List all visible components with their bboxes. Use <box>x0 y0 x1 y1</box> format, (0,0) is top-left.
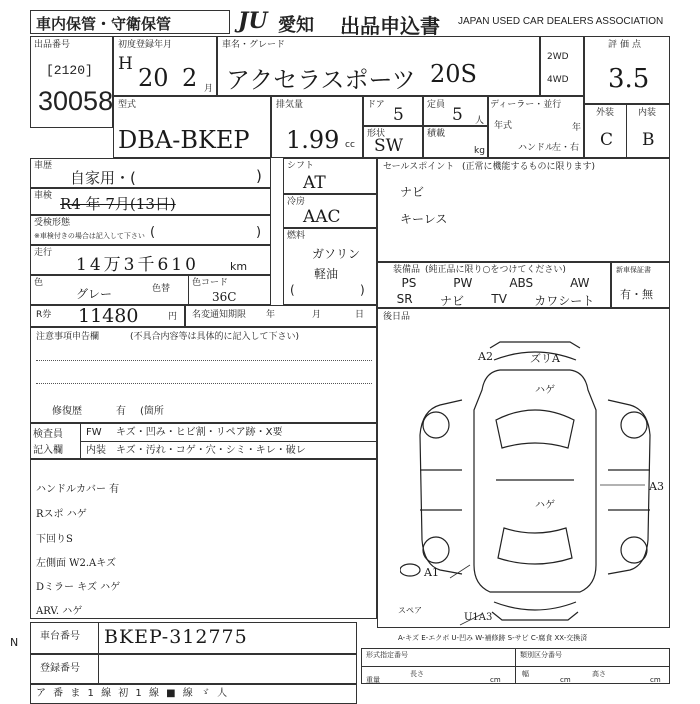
receipt-paren-close: ) <box>256 225 262 240</box>
inspector-fw: FW <box>86 427 102 438</box>
load-unit: kg <box>474 146 485 156</box>
diag-mark-a2: A2 <box>478 350 493 363</box>
rating-score: 3.5 <box>608 64 650 94</box>
tax-value: 11480 <box>78 305 139 327</box>
equipment-tv: TV <box>491 292 507 306</box>
handle-options: 左・右 <box>552 143 580 153</box>
dims-weight-label: 重量 <box>366 676 380 684</box>
interior-value: B <box>642 130 655 150</box>
dims-type-label: 形式指定番号 <box>366 651 408 659</box>
fuel-paren-close: ) <box>360 283 365 297</box>
notes-note: (不具合内容等は具体的に記入して下さい) <box>130 332 300 342</box>
mileage-unit: km <box>230 260 248 273</box>
spare-label: スペア <box>398 606 422 615</box>
inspector-note-1: ハンドルカバー 有 <box>36 484 120 495</box>
recycle-label: 新車保証書 <box>616 266 651 274</box>
fuel-label: 燃料 <box>287 231 306 241</box>
interior-label: 内装 <box>638 108 657 118</box>
selling-points-label: セールスポイント <box>383 162 455 172</box>
deadline-label: 名変通知期限 <box>192 310 247 320</box>
shift-label: シフト <box>287 161 315 171</box>
dims-height-label: 高さ <box>592 670 606 678</box>
equipment-pw: PW <box>453 276 473 290</box>
capacity-value: 5 <box>452 105 463 125</box>
equipment-aw: AW <box>570 276 590 290</box>
notes-line-2 <box>36 383 372 384</box>
recycle-options: 有・無 <box>620 288 653 301</box>
doors-label: ドア <box>367 100 385 110</box>
diag-mark-a1: A1 <box>424 566 439 579</box>
fuel-gasoline: ガソリン <box>312 247 361 261</box>
car-name-value: アクセラスポーツ <box>226 66 416 94</box>
drive-4wd: 4WD <box>547 75 569 85</box>
n-mark: N <box>10 636 19 649</box>
color-code-value: 36C <box>212 290 237 304</box>
equipment-row2 <box>383 292 608 309</box>
receipt-paren-open: ( <box>150 225 156 240</box>
ext-int-divider <box>626 104 627 158</box>
diag-mark-hage-2: ハゲ <box>535 500 555 511</box>
notes-label: 注意事項申告欄 <box>36 332 100 342</box>
dims-width-unit: cm <box>560 676 571 684</box>
load-label: 積載 <box>427 129 446 139</box>
equipment-ps: PS <box>401 276 417 290</box>
history-box <box>30 158 271 188</box>
aircon-label: 冷房 <box>287 197 306 207</box>
history-close-paren: ) <box>256 167 262 185</box>
dealer-label: ディーラー・並行 <box>490 100 562 110</box>
selling-point-1: ナビ <box>400 185 425 199</box>
chassis-label: 車台番号 <box>40 631 80 642</box>
mileage-value: 14万3千610 <box>76 255 199 275</box>
capacity-label: 定員 <box>427 100 446 110</box>
receipt-label: 受検形態 <box>34 218 71 228</box>
history-value: 自家用・( <box>70 169 136 187</box>
car-damage-diagram <box>400 330 670 630</box>
equipment-seat: カワシート <box>534 294 595 308</box>
color-change-label: 色替 <box>152 284 171 294</box>
handle-label: ハンドル <box>518 143 555 153</box>
equipment-label: 装備品 <box>393 265 421 275</box>
aircon-value: AAC <box>303 207 341 227</box>
inspector-ext-row: キズ・凹み・ヒビ割・リペア跡・X要 <box>116 427 283 438</box>
inspector-note-3: 下回りS <box>36 534 73 545</box>
exterior-value: C <box>600 130 614 150</box>
drive-box <box>540 36 584 96</box>
deadline-year-unit: 年 <box>266 310 276 320</box>
color-label: 色 <box>34 278 44 288</box>
selling-points-note: (正常に機能するものに限ります) <box>462 162 596 172</box>
car-grade-value: 20S <box>430 60 477 88</box>
first-reg-month: 2 <box>182 64 198 92</box>
deadline-month-unit: 月 <box>312 310 322 320</box>
fuel-paren-open: ( <box>290 283 295 297</box>
drive-2wd: 2WD <box>547 52 569 62</box>
displacement-label: 排気量 <box>276 100 304 110</box>
mileage-label: 走行 <box>34 248 53 258</box>
dims-length-unit: cm <box>490 676 501 684</box>
equipment-navi: ナビ <box>440 294 465 308</box>
inspector-label-1: 検査員 <box>33 429 63 440</box>
dims-width-label: 幅 <box>522 670 529 678</box>
doors-value: 5 <box>393 105 404 125</box>
equipment-abs: ABS <box>509 276 534 290</box>
chassis-divider <box>98 622 99 654</box>
inspector-note-2: Rスポ ハゲ <box>36 509 87 520</box>
diag-mark-a3: A3 <box>649 480 664 493</box>
repair-location: (箇所 <box>140 406 164 417</box>
diag-mark-zuri: ズリA <box>530 352 560 365</box>
inspector-label-2: 記入欄 <box>33 445 63 456</box>
deadline-day-unit: 日 <box>355 310 365 320</box>
damage-legend: A-キズ E-エクボ U-凹み W-補修跡 S-サビ C-腐食 XX-交換済 <box>398 634 588 642</box>
ju-logo: JU <box>238 8 268 34</box>
chassis-value: BKEP-312775 <box>104 626 248 648</box>
inspector-int-row: キズ・汚れ・コゲ・穴・シミ・キレ・破レ <box>116 445 306 456</box>
fuel-diesel: 軽油 <box>314 267 339 281</box>
dims-height-unit: cm <box>650 676 661 684</box>
history-label: 車歴 <box>34 161 53 171</box>
diag-mark-u1a3: U1A3 <box>464 612 493 623</box>
equipment-sr: SR <box>396 292 413 306</box>
color-code-label: 色コード <box>192 278 229 288</box>
model-value: DBA-BKEP <box>118 126 250 154</box>
inspection-value: R4 年 7月(13日) <box>60 195 176 213</box>
rating-label: 評価点 <box>608 40 645 50</box>
form-title: 出品申込書 <box>340 14 440 38</box>
displacement-unit: cc <box>345 140 355 150</box>
first-reg-label: 初度登録年月 <box>118 40 173 50</box>
displacement-value: 1.99 <box>286 126 340 154</box>
first-reg-year: 20 <box>138 64 169 92</box>
dealer-year-unit: 年 <box>572 123 582 133</box>
bottom-row-text: ア 番 ま 1 線 初 1 線 ■ 線 ゞ 人 <box>36 688 230 699</box>
shift-value: AT <box>303 173 326 193</box>
storage-type-title: 車内保管・守衛保管 <box>36 15 172 33</box>
notes-line-1 <box>36 360 372 361</box>
tax-label: R券 <box>36 310 52 320</box>
first-reg-era: H <box>118 54 133 74</box>
model-label: 型式 <box>118 100 137 110</box>
tax-unit: 円 <box>168 312 178 322</box>
diag-mark-hage-1: ハゲ <box>535 385 555 396</box>
receipt-note: ※車検付きの場合は記入して下さい <box>34 232 145 240</box>
inspector-note-4: 左側面 W2.Aキズ <box>36 558 117 569</box>
equipment-note: (純正品に限り○をつけてください) <box>425 265 566 275</box>
repair-value: 有 <box>116 406 126 417</box>
exterior-label: 外装 <box>596 108 615 118</box>
shape-value: SW <box>374 136 404 156</box>
equipment-row1 <box>383 276 608 290</box>
shape-label: 形状 <box>367 129 386 139</box>
first-reg-month-unit: 月 <box>204 84 214 94</box>
inspector-int-label: 内装 <box>86 445 106 456</box>
rear-seat-label: 後日品 <box>383 312 411 322</box>
inspector-divider-h <box>80 441 377 442</box>
inspector-note-6: ARV. ハゲ <box>36 606 83 617</box>
dims-length-label: 長さ <box>410 670 424 678</box>
registration-divider <box>98 654 99 684</box>
registration-label: 登録番号 <box>40 663 80 674</box>
dealer-year-label: 年式 <box>494 121 513 131</box>
lot-label: 出品番号 <box>34 40 71 50</box>
color-value: グレー <box>76 287 113 301</box>
inspection-label: 車検 <box>34 191 53 201</box>
car-name-label: 車名・グレード <box>222 40 286 50</box>
lot-small-number: [2120] <box>46 63 93 78</box>
dims-v-divider <box>515 648 516 684</box>
inspector-note-5: Dミラー キズ ハゲ <box>36 582 121 593</box>
association-name: JAPAN USED CAR DEALERS ASSOCIATION <box>458 16 664 27</box>
org-name: 愛知 <box>278 15 314 36</box>
selling-point-2: キーレス <box>400 212 448 226</box>
repair-label: 修復歴 <box>52 406 82 417</box>
lot-number: 30058 <box>38 86 114 116</box>
dims-class-label: 類別区分番号 <box>520 651 562 659</box>
capacity-unit: 人 <box>475 116 485 126</box>
color-divider <box>188 275 189 305</box>
